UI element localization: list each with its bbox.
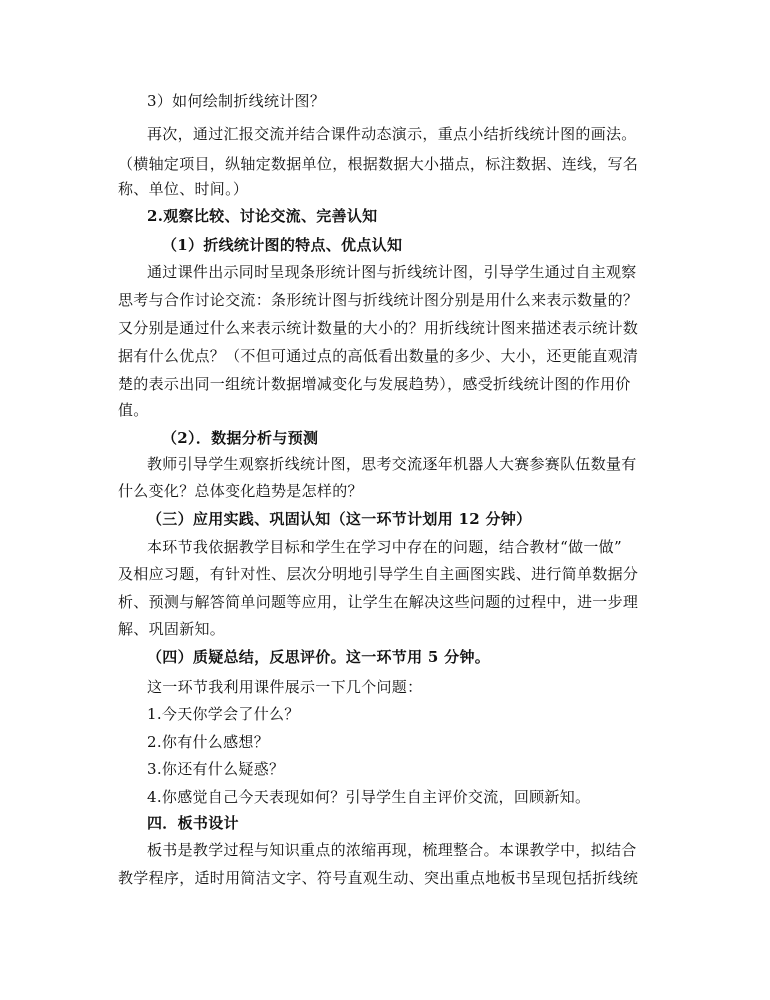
paragraph-line: 楚的表示出同一组统计数据增减变化与发展趋势），感受折线统计图的作用价 (118, 375, 631, 393)
section-heading: 四．板书设计 (147, 814, 239, 832)
paragraph-line: 及相应习题，有针对性、层次分明地引导学生自主画图实践、进行简单数据分 (118, 565, 639, 583)
section-heading: （三）应用实践、巩固认知（这一环节计划用 12 分钟） (147, 510, 532, 528)
paragraph-line: 据有什么优点？（不但可通过点的高低看出数量的多少、大小，还更能直观清 (118, 347, 639, 365)
paragraph-line: 称、单位、时间。） (118, 180, 249, 198)
paragraph-line: （横轴定项目，纵轴定数据单位，根据数据大小描点，标注数据、连线，写名 (118, 155, 639, 173)
section-heading: 2.观察比较、讨论交流、完善认知 (147, 207, 378, 225)
paragraph-line: 再次，通过汇报交流并结合课件动态演示，重点小结折线统计图的画法。 (147, 125, 637, 143)
paragraph-line: 板书是教学过程与知识重点的浓缩再现，梳理整合。本课教学中，拟结合 (147, 841, 637, 859)
subsection-heading: （2）．数据分析与预测 (162, 429, 319, 447)
paragraph-line: 本环节我依据教学目标和学生在学习中存在的问题，结合教材“做一做” (147, 538, 622, 556)
paragraph-line: 通过课件出示同时呈现条形统计图与折线统计图，引导学生通过自主观察 (147, 263, 637, 281)
paragraph-line: 这一环节我利用课件展示一下几个问题： (147, 678, 423, 696)
paragraph-line: 教学程序，适时用简洁文字、符号直观生动、突出重点地板书呈现包括折线统 (118, 869, 639, 887)
list-item: 1.今天你学会了什么？ (147, 705, 300, 723)
step-3-heading: 3）如何绘制折线统计图？ (147, 92, 326, 110)
paragraph-line: 值。 (118, 401, 149, 419)
paragraph-line: 解、巩固新知。 (118, 620, 226, 638)
section-heading: （四）质疑总结，反思评价。这一环节用 5 分钟。 (147, 648, 491, 666)
paragraph-line: 又分别是通过什么来表示统计数量的大小的？用折线统计图来描述表示统计数 (118, 319, 639, 337)
list-item: 4.你感觉自己今天表现如何？引导学生自主评价交流，回顾新知。 (147, 788, 591, 806)
paragraph-line: 思考与合作讨论交流：条形统计图与折线统计图分别是用什么来表示数量的？ (118, 291, 639, 309)
paragraph-line: 教师引导学生观察折线统计图，思考交流逐年机器人大赛参赛队伍数量有 (147, 455, 637, 473)
paragraph-line: 什么变化？总体变化趋势是怎样的？ (118, 482, 363, 500)
list-item: 3.你还有什么疑惑？ (147, 760, 285, 778)
subsection-heading: （1）折线统计图的特点、优点认知 (162, 236, 403, 254)
list-item: 2.你有什么感想？ (147, 733, 270, 751)
paragraph-line: 析、预测与解答简单问题等应用，让学生在解决这些问题的过程中，进一步理 (118, 593, 639, 611)
